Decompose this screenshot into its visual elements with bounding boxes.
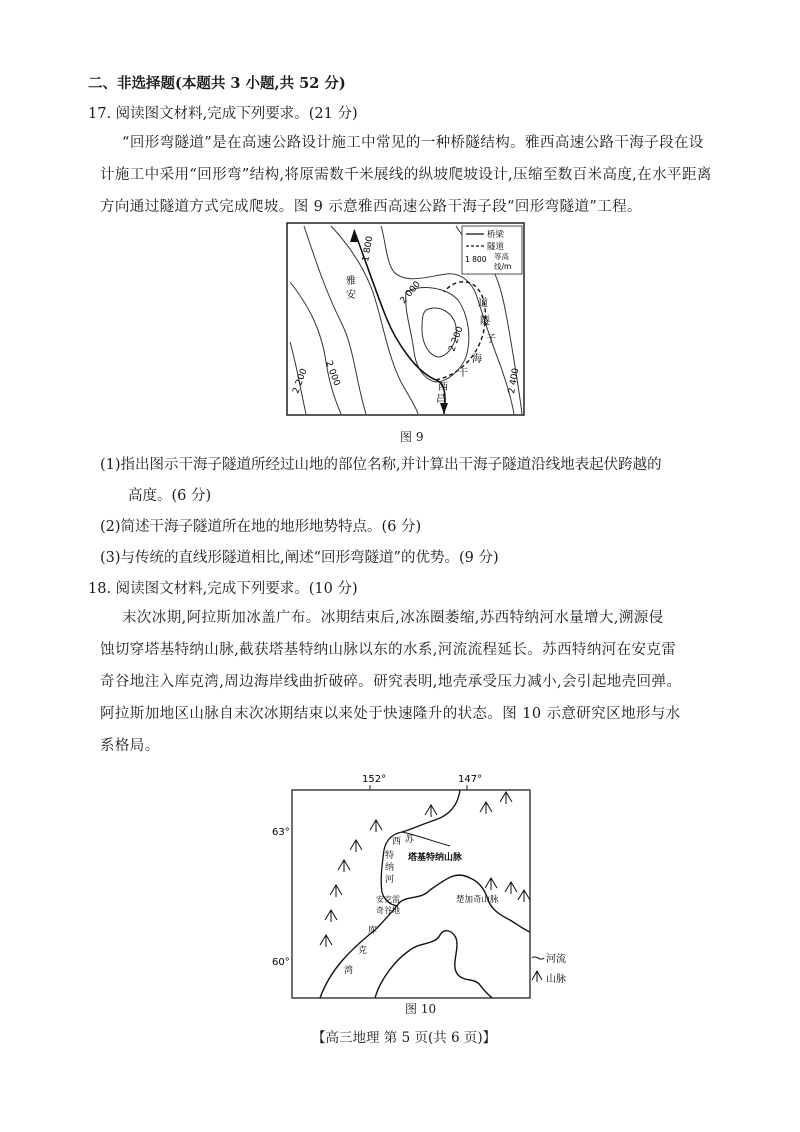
contour-label: 2 400 — [507, 367, 522, 395]
legend-mountain-label: 山脉 — [546, 974, 566, 985]
q17-question-1-cont: 高度。(6 分) — [128, 488, 212, 504]
q18-para-line-4: 阿拉斯加地区山脉自末次冰期结束以来处于快速隆升的状态。图 10 示意研究区地形与水 — [100, 706, 681, 722]
q18-para-line-1: 末次冰期,阿拉斯加冰盖广布。冰期结束后,冰冻圈萎缩,苏西特纳河水量增大,溯源侵 — [122, 610, 664, 626]
river-name-char: 西 — [392, 837, 402, 847]
cook-inlet-char: 库 — [368, 926, 378, 936]
figure-10-caption: 图 10 — [405, 1002, 437, 1016]
chugach-mountains-label: 楚加奇山脉 — [456, 895, 499, 905]
legend-river-symbol — [532, 957, 544, 959]
contour-label: 1 800 — [361, 235, 376, 263]
lon-label-147: 147° — [458, 774, 483, 785]
contour-label: 2 200 — [291, 367, 310, 396]
q17-question-2: (2)简述干海子隧道所在地的地形地势特点。(6 分) — [100, 519, 422, 535]
q17-para-line-1: “回形弯隧道”是在高速公路设计施工中常见的一种桥隧结构。雅西高速公路干海子段在设 — [122, 135, 704, 151]
anchorage-valley-label-2: 奇谷地 — [376, 906, 400, 915]
figure-10-frame — [292, 790, 530, 998]
tunnel-name-char: 隧 — [480, 316, 490, 327]
legend-contour-label-2: 线/m — [494, 262, 512, 271]
lat-label-63: 63° — [272, 827, 290, 838]
section-header: 二、非选择题(本题共 3 小题,共 52 分) — [88, 75, 346, 92]
q17-title: 17. 阅读图文材料,完成下列要求。(21 分) — [88, 106, 358, 122]
q17-question-1: (1)指出图示干海子隧道所经过山地的部位名称,并计算出干海子隧道沿线地表起伏跨越的 — [100, 457, 662, 473]
q18-title: 18. 阅读图文材料,完成下列要求。(10 分) — [88, 581, 358, 597]
figure-9-map — [286, 222, 526, 417]
place-xichang-2: 昌 — [436, 394, 446, 405]
place-xichang-1: 西 — [438, 382, 448, 393]
tunnel-name-char: 干 — [458, 368, 468, 379]
cook-inlet-char: 克 — [358, 946, 368, 956]
river-name-char: 纳 — [385, 863, 395, 873]
tunnel-name-char: 道 — [478, 298, 488, 309]
contour-label: 2 000 — [323, 359, 342, 388]
tunnel-name-char: 海 — [472, 354, 482, 365]
cook-inlet-char: 湾 — [344, 966, 354, 976]
figure-10-map — [272, 770, 580, 1000]
lon-label-152: 152° — [362, 774, 387, 785]
lat-label-60: 60° — [272, 957, 290, 968]
contour-label: 2 000 — [398, 279, 423, 306]
figure-9-caption: 图 9 — [400, 430, 424, 444]
contour-label: 2 200 — [447, 325, 466, 354]
river-name-char: 苏 — [405, 835, 415, 845]
q17-para-line-3: 方向通过隧道方式完成爬坡。图 9 示意雅西高速公路干海子段“回形弯隧道”工程。 — [100, 199, 642, 215]
q18-para-line-3: 奇谷地注入库克湾,周边海岸线曲折破碎。研究表明,地壳承受压力减小,会引起地壳回弹。 — [100, 674, 682, 690]
legend-contour-label-1: 等高 — [494, 252, 509, 261]
river-name-char: 特 — [385, 851, 395, 861]
tunnel-name-char: 子 — [486, 334, 496, 345]
q17-para-line-2: 计施工中采用“回形弯”结构,将原需数千米展线的纵坡爬坡设计,压缩至数百米高度,在水平距离 — [100, 167, 712, 183]
river-name-char: 河 — [385, 875, 395, 885]
place-yaan-2: 安 — [346, 290, 356, 301]
legend-bridge-label: 桥梁 — [487, 230, 505, 240]
anchorage-valley-label-1: 安克雷 — [376, 895, 400, 904]
q17-question-3: (3)与传统的直线形隧道相比,阐述“回形弯隧道”的优势。(9 分) — [100, 550, 499, 566]
legend-tunnel-label: 隧道 — [487, 242, 505, 252]
talkeetna-mountains-label: 塔基特纳山脉 — [408, 853, 463, 863]
legend-river-label: 河流 — [546, 954, 566, 965]
page-footer: 【高三地理 第 5 页(共 6 页)】 — [312, 1030, 497, 1046]
place-yaan-1: 雅 — [346, 276, 356, 287]
q18-para-line-5: 系格局。 — [100, 738, 160, 754]
legend-contour-sample: 1 800 — [465, 255, 487, 264]
legend-mountain-icon — [532, 971, 542, 982]
q18-para-line-2: 蚀切穿塔基特纳山脉,截获塔基特纳山脉以东的水系,河流流程延长。苏西特纳河在安克雷 — [100, 642, 677, 658]
